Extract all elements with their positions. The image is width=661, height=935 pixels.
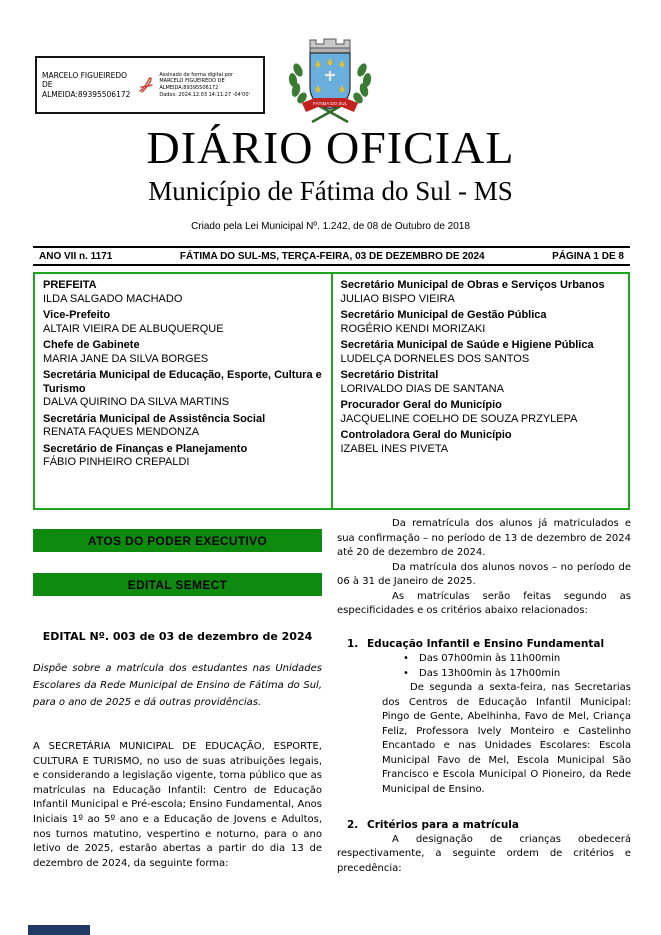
section-banner-edital: EDITAL SEMECT (33, 573, 322, 596)
bullet-text: Das 07h00min às 11h00min (419, 653, 561, 664)
masthead-subtitle: Município de Fátima do Sul - MS (148, 176, 513, 206)
official-name: LORIVALDO DIAS DE SANTANA (340, 382, 504, 395)
footer-fragment (28, 925, 90, 935)
official-entry (43, 413, 323, 440)
ribbon-text: FÁTIMA DO SUL (312, 101, 348, 106)
official-title: Secretária Municipal de Educação, Esporte, Cultura e Turismo (43, 369, 322, 395)
official-entry (341, 309, 621, 336)
mural-crown (310, 39, 350, 53)
issue-year-number: ANO VII n. 1171 (39, 250, 113, 262)
official-title: Secretário Municipal de Gestão Pública (340, 309, 547, 321)
signature-flourish-icon (138, 76, 154, 94)
signature-details-line: ALMEIDA:89395506172 (159, 85, 219, 91)
paragraph-criterios-intro: As matrículas serão feitas segundo as especificidades e os critérios abaixo relacionados: (337, 590, 631, 616)
officials-left-column (35, 274, 331, 508)
section-banner-atos: ATOS DO PODER EXECUTIVO (33, 529, 322, 552)
edital-body-paragraph: A SECRETÁRIA MUNICIPAL DE EDUCAÇÃO, ESPORTE, CULTURA E TURISMO, no uso de suas atribuições legais, e considerando a legislação vigente, torna público que as matrículas na Educação Infantil: Centro de Educação Infantil Municipal e Pré-escola; Ensino Fundamental, Anos Iniciais 1º ao 5º ano e a Educação de Jovens e Adultos, nos turnos matutino, vespertino e noturno, para o ano letivo de 2025, estarão abertas a partir do dia 13 de dezembro de 2024, da seguinte forma: (33, 741, 322, 869)
bullet-icon: • (403, 653, 409, 664)
item-title: Educação Infantil e Ensino Fundamental (367, 637, 605, 650)
ribbon (302, 98, 358, 112)
official-entry (43, 339, 323, 366)
masthead-law-line: Criado pela Lei Municipal Nº. 1.242, de 08 de Outubro de 2018 (191, 221, 470, 232)
official-name: ROGÉRIO KENDI MORIZAKI (340, 322, 486, 335)
official-entry (43, 279, 323, 306)
paragraph-matricula-novos: Da matrícula dos alunos novos – no período de 06 à 31 de Janeiro de 2025. (337, 561, 631, 587)
official-name: FÁBIO PINHEIRO CREPALDI (43, 456, 190, 468)
official-entry (341, 279, 621, 306)
official-entry (43, 369, 323, 410)
paragraph-rematricula: Da rematrícula dos alunos já matriculados e sua confirmação – no período de 13 de dezembro de 2024 até 20 de dezembro de 2024. (337, 518, 631, 558)
bullet-item (403, 666, 631, 681)
official-entry (341, 339, 621, 366)
official-name: IZABEL INES PIVETA (340, 442, 449, 455)
numbered-item-1 (347, 637, 631, 652)
official-title: Secretário Municipal de Obras e Serviços Urbanos (340, 279, 605, 291)
official-title: Secretária Municipal de Assistência Social (43, 412, 266, 425)
item-number: 1. (347, 637, 359, 650)
edital-heading: EDITAL Nº. 003 de 03 de dezembro de 2024 (42, 630, 313, 643)
official-title: Procurador Geral do Município (340, 399, 502, 411)
officials-right-column (333, 274, 629, 508)
signature-details-line: MARCELO FIGUEIREDO DE (159, 78, 225, 85)
official-title: Secretário Distrital (340, 369, 439, 381)
official-name: ILDA SALGADO MACHADO (43, 292, 183, 305)
digital-signature-box (35, 56, 265, 114)
issue-page-info: PÁGINA 1 DE 8 (552, 250, 624, 262)
coat-of-arms (280, 30, 380, 130)
official-name: JULIAO BISPO VIEIRA (340, 292, 455, 305)
official-entry (341, 429, 621, 456)
signature-details (159, 72, 258, 98)
official-name: RENATA FAQUES MENDONZA (43, 426, 200, 438)
official-title: Secretária Municipal de Saúde e Higiene Pública (340, 339, 594, 351)
bullet-text: Das 13h00min às 17h00min (419, 668, 561, 679)
official-title: Vice-Prefeito (43, 309, 111, 321)
item-title: Critérios para a matrícula (367, 819, 519, 831)
official-name: ALTAIR VIEIRA DE ALBUQUERQUE (43, 322, 224, 335)
official-name: JACQUELINE COELHO DE SOUZA PRZYLEPA (340, 412, 578, 425)
official-entry (43, 309, 323, 336)
official-title: PREFEITA (43, 279, 97, 291)
signature-details-line: Assinado de forma digital por (159, 71, 233, 78)
signature-signer: MARCELO FIGUEIREDO DE ALMEIDA:89395506172 (42, 70, 131, 99)
bullet-item (403, 651, 631, 666)
official-entry (341, 369, 621, 396)
official-title: Chefe de Gabinete (43, 339, 140, 351)
official-entry (43, 443, 323, 470)
masthead-title: DIÁRIO OFICIAL (146, 122, 515, 173)
official-title: Controladora Geral do Município (340, 429, 512, 441)
official-entry (341, 399, 621, 426)
item-number: 2. (347, 819, 359, 831)
official-name: LUDELÇA DORNELES DOS SANTOS (340, 352, 530, 365)
item-1-body: De segunda a sexta-feira, nas Secretarias dos Centros de Educação Infantil Municipal: Pingo de Gente, Abelhinha, Favo de Mel, Criança Feliz, Professora Ively Monteiro e Castelinho Encantado e nas Unidades Escolares: Escola Municipal Favo de Mel, Escola Municipal São Francisco e Escola Municipal O Pioneiro, da Rede Municipal de Ensino. (382, 682, 631, 795)
official-name: DALVA QUIRINO DA SILVA MARTINS (43, 396, 230, 408)
bullet-icon: • (403, 668, 409, 679)
edital-summary: Dispõe sobre a matrícula dos estudantes nas Unidades Escolares da Rede Municipal de Ensino de Fátima do Sul, para o ano de 2025 e dá outras providências. (33, 663, 322, 708)
issue-bar (33, 246, 630, 266)
right-article-column (337, 517, 631, 876)
officials-box (33, 272, 630, 510)
issue-date: FÁTIMA DO SUL-MS, TERÇA-FEIRA, 03 DE DEZEMBRO DE 2024 (179, 250, 485, 262)
signature-details-line: Dados: 2024.12.03 14:11:27 -04'00' (159, 91, 250, 98)
item-2-body: A designação de crianças obedecerá respectivamente, a seguinte ordem de critérios e precedência: (337, 833, 631, 874)
numbered-item-2 (347, 818, 631, 833)
official-name: MARIA JANE DA SILVA BORGES (43, 352, 209, 365)
official-title: Secretário de Finanças e Planejamento (43, 442, 248, 455)
